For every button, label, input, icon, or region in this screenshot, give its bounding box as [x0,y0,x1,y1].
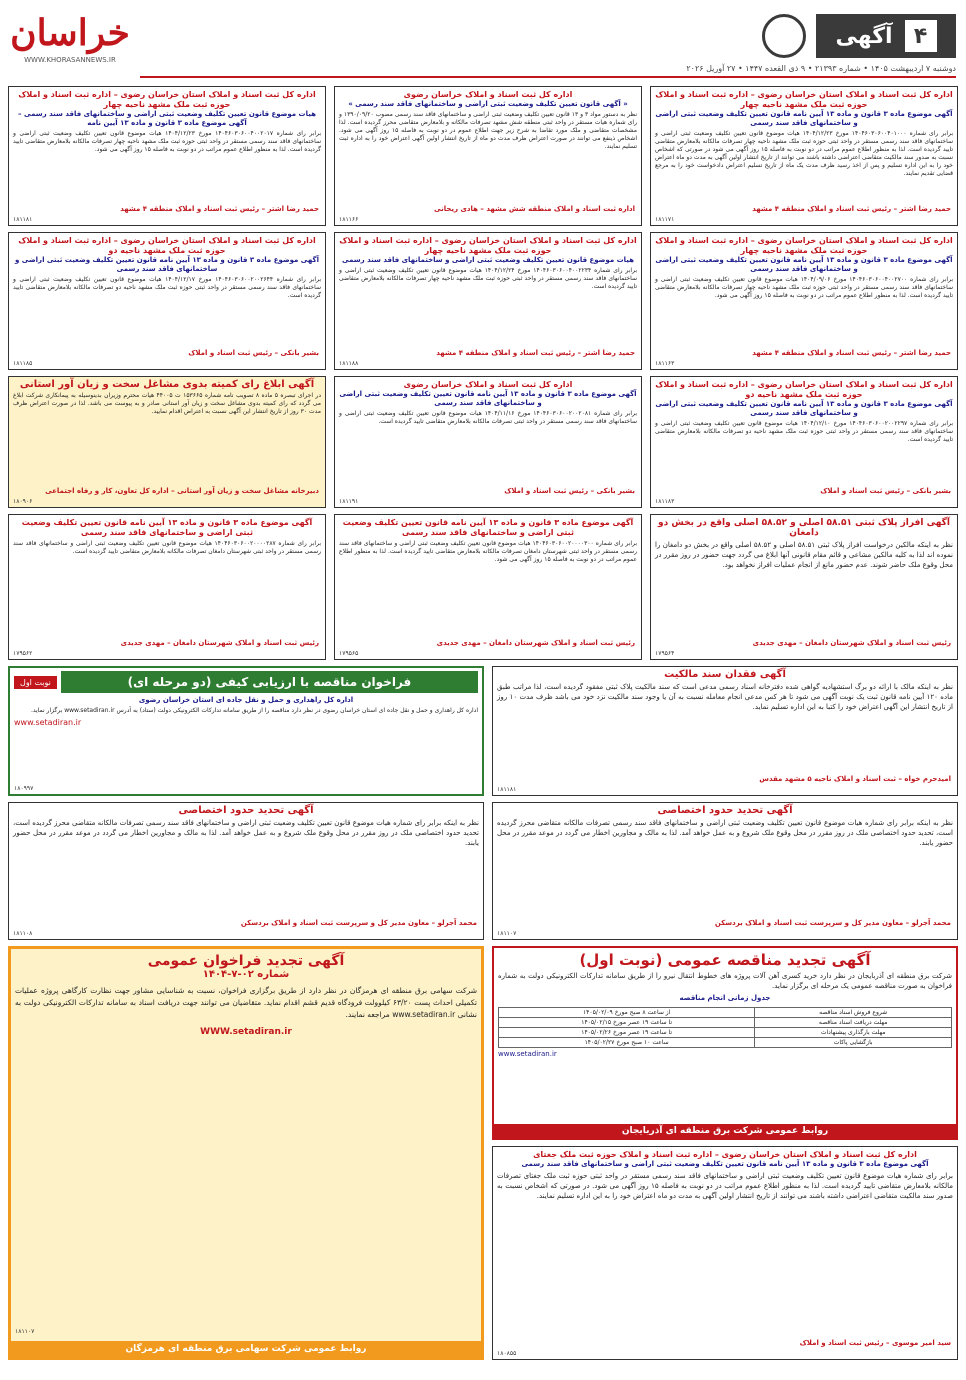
ad-number: ۱۷۹۵۶۲ [13,650,33,657]
ad-labor-notice [8,376,326,508]
ad-signature: رئیس ثبت اسناد و املاک شهرستان دامغان – مهدی جدیدی [436,639,635,647]
ad-subtitle: آگهی موضوع ماده ۳ قانون و ماده ۱۳ آیین نامه قانون تعیین تکلیف وضعیت ثبتی اراضی و ساختمانهای فاقد سند رسمی [655,110,953,127]
ad-number: ۱۸۱۱۷۱ [655,216,675,223]
ad-signature: محمد آجرلو – معاون مدیر کل و سرپرست ثبت اسناد و املاک بردسکن [240,919,477,927]
ad-number: ۱۷۹۵۶۴ [655,650,675,657]
ad-title: اداره کل ثبت اسناد و املاک استان خراسان رضوی – اداره ثبت اسناد و املاک حوزه ثبت ملک مشهد ناحیه دو [655,380,953,399]
ad-body: برابر رای شماره ۱۴۰۴۶۰۳۰۶۰۰۲۰۰۰۰۲۸۷ هیات موضوع قانون تعیین تکلیف وضعیت ثبتی اراضی و ساختمانهای فاقد سند رسمی مستقر در واحد ثبتی شهرستان دامغان تصرفات مالکانه بلامعارض متقاضی تایید گردیده است. [13,540,322,555]
emblem-icon [762,14,806,58]
ad-signature: حمید رضا اشتر – رئیس ثبت اسناد و املاک منطقه ۴ مشهد [436,349,635,357]
ad-title: اداره کل ثبت اسناد و املاک استان خراسان رضوی – اداره ثبت اسناد و املاک حوزه ثبت ملک مشهد ناحیه چهار [655,236,953,255]
ad-number: ۱۸۰۸۵۵ [497,1350,517,1357]
section-tab [816,14,956,58]
ad-number: ۱۸۱۱۶۳ [655,360,675,367]
ad-body: نظر به دستور مواد ۳ و ۱۳ قانون تعیین تکلیف وضعیت ثبتی اراضی و ساختمانهای فاقد سند رسمی مصوب ۱۳۹۰/۰۹/۲۰ و رای شماره هیات مستقر در واحد ثبتی منطقه شش مشهد تصرفات مالکانه و بلامعارض متقاضی محرز گردیده است. لذا مشخصات متقاضی و ملک مورد تقاضا به شرح زیر جهت اطلاع عموم در دو نوبت به فاصله ۱۵ روز آگهی می شود. اشخاص ذینفع می توانند در صورت اعتراض ظرف مدت دو ماه از تاریخ انتشار اولین آگهی اعتراض خود را به اداره ثبت تسلیم نمایند. [339,111,637,150]
logo-url: WWW.KHORASANNEWS.IR [24,56,116,64]
ad-body: در اجرای تبصره ۵ ماده ۸ تصویب نامه شماره ۱۵۳۶۶۵ ت ۴۴۰۰۵ هیات محترم وزیران بدینوسیله به پیمانکاری شرکت ابلاغ می گردد که رای کمیته بدوی مشاغل سخت و زیان آور استانی صادر و به پیوست می باشد. لذا در صورت اعتراض ظرف مدت ۳۰ روز از تاریخ انتشار این آگهی نسبت به اعتراض اقدام نمایید. [13,392,321,415]
ad-title: اداره کل ثبت اسناد و املاک استان خراسان رضوی – اداره ثبت اسناد و املاک حوزه ثبت ملک مشهد ناحیه چهار [18,90,316,109]
ad-title: آگهی موضوع ماده ۳ قانون و ماده ۱۳ آیین نامه قانون تعیین تکلیف وضعیت ثبتی اراضی و ساختمانهای فاقد سند رسمی [21,518,313,537]
setad-link[interactable]: www.setadiran.ir [498,1050,557,1058]
ad-registry-6 [8,232,326,370]
ad-title: اداره کل ثبت اسناد و املاک استان خراسان رضوی – اداره ثبت اسناد و املاک حوزه ثبت ملک جغتای [533,1150,917,1159]
ad-number: ۱۸۱۱۰۷ [15,1328,35,1335]
ad-number: ۱۸۰۹۰۶ [13,498,33,505]
ad-number: ۱۸۱۱۸۱ [497,786,517,793]
ad-body: برابر رای شماره ۱۴۰۴۶۰۳۰۶۰۰۴۰۰۲۲۳۴ مورخ ۱۴۰۴/۱۲/۲۴ هیات موضوع قانون تعیین تکلیف وضعیت ثبتی اراضی و ساختمانهای فاقد سند رسمی مستقر در واحد ثبتی حوزه ثبت ملک مشهد ناحیه چهار تصرفات مالکانه بلامعارض متقاضی تایید گردیده است. [339,267,637,290]
schedule-cell: تا ساعت ۱۹ عصر مورخ ۱۴۰۵/۰۲/۲۶ [499,1028,755,1038]
ad-body: برابر رای شماره ۱۴۰۴۶۰۳۰۶۰۰۴۰۰۲۷۰۰ مورخ ۱۴۰۴/۰۹/۰۶ هیات موضوع قانون تعیین تکلیف وضعیت ثبتی اراضی و ساختمانهای فاقد سند رسمی مستقر در واحد ثبتی حوزه ثبت ملک مشهد ناحیه چهار تصرفات مالکانه بلامعارض متقاضی تایید گردیده است. لذا به منظور اطلاع عموم مراتب در دو نوبت به فاصله ۱۵ روز آگهی می شود. [655,276,953,299]
schedule-table [498,1007,952,1048]
page-number: ۴ [905,20,937,52]
ad-subtitle: هیات موضوع قانون تعیین تکلیف وضعیت ثبتی اراضی و ساختمانهای فاقد سند رسمی – آگهی موضوع ماده ۳ قانون و ماده ۱۳ آیین نامه [18,110,316,127]
ad-signature: اداره ثبت اسناد و املاک منطقه شش مشهد – هادی ریحانی [434,205,635,213]
ad-title: اداره کل ثبت اسناد و املاک خراسان رضوی [403,380,573,389]
ad-body: برابر رای شماره ۱۴۰۴۶۰۳۰۶۰۰۲۰۰۲۲۹۷ مورخ ۱۴۰۴/۱۲/۱۰ هیات موضوع قانون تعیین تکلیف وضعیت ثبتی اراضی و ساختمانهای فاقد سند رسمی مستقر در واحد ثبتی حوزه ثبت ملک مشهد ناحیه دو تصرفات مالکانه بلامعارض متقاضی تایید گردیده است. [655,420,953,443]
schedule-title: جدول زمانی انجام مناقصه [679,994,771,1002]
ad-subtitle: آگهی موضوع ماده ۳ قانون و ماده ۱۳ آیین نامه قانون تعیین تکلیف وضعیت ثبتی اراضی و ساختمانهای فاقد سند رسمی [655,400,953,417]
ad-title: آگهی تحدید حدود اختصاصی [178,805,314,816]
ad-azerbaijan-tender [492,946,958,1140]
ad-body: برابر رای شماره ۱۴۰۴۶۰۳۰۶۰۰۲۰۰۰۰۳۰۰ هیات موضوع قانون تعیین تکلیف وضعیت ثبتی اراضی و ساختمانهای فاقد سند رسمی مستقر در واحد ثبتی شهرستان دامغان تصرفات مالکانه بلامعارض متقاضی تایید گردیده است. لذا به منظور اطلاع عموم مراتب در دو نوبت به فاصله ۱۵ روز آگهی می شود. [339,540,638,563]
ad-body: شرکت سهامی برق منطقه ای هرمزگان در نظر دارد از طریق برگزاری فراخوان، نسبت به شناسایی مشاور جهت نظارت کارگاهی پروژه عملیات تکمیلی احداث پست ۶۳/۲۰ کیلوولت فرودگاه قدیم قشم اقدام نماید. متقاضیان می توانند جهت دریافت اسناد به سامانه تدارکات الکترونیکی دولت به نشانی www.setadiran.ir مراجعه نمایند. [15,986,477,1019]
ad-signature: دبیرخانه مشاغل سخت و زیان آور استانی – اداره کل تعاون، کار و رفاه اجتماعی [45,487,319,495]
schedule-cell: تا ساعت ۱۹ عصر مورخ ۱۴۰۵/۰۲/۱۵ [499,1018,755,1028]
ad-signature: حمید رضا اشتر – رئیس ثبت اسناد و املاک منطقه ۴ مشهد [752,349,951,357]
ad-title: آگهی تجدید فراخوان عمومی [147,953,345,969]
round-badge: نوبت اول [14,676,57,689]
ad-signature: بشیر بانکی – رئیس ثبت اسناد و املاک [504,487,635,495]
ad-number: ۱۷۹۵۶۵ [339,650,359,657]
ad-number: ۱۸۱۱۸۸ [339,360,359,367]
ad-body: نظر به اینکه برابر رای شماره هیات موضوع قانون تعیین تکلیف وضعیت ثبتی اراضی و ساختمانهای فاقد سند رسمی تصرفات مالکانه متقاضی محرز گردیده است، تحدید حدود اختصاصی ملک در روز مقرر در محل وقوع ملک شروع و به عمل خواهد آمد. لذا به مالک و مجاورین اخطار می گردد در موعد مقرر در محل حضور یابند. [13,819,479,847]
ad-registry-7 [650,376,958,508]
schedule-cell: شروع فروش اسناد مناقصه [755,1008,952,1018]
ad-footer: روابط عمومی شرکت سهامی برق منطقه ای هرمزگان [11,1341,481,1357]
ad-signature: حمید رضا اشتر – رئیس ثبت اسناد و املاک منطقه ۴ مشهد [120,205,319,213]
ad-number: ۱۸۱۱۰۸ [13,930,33,937]
ad-registry-2 [334,86,642,226]
ad-damghan-3 [8,514,326,660]
ad-title: آگهی افراز پلاک ثبتی ۵۸.۵۱ اصلی و ۵۸.۵۲ اصلی واقع در بخش دو دامغان [658,518,950,538]
schedule-cell: مهلت بارگذاری پیشنهادات [755,1028,952,1038]
ad-body: برابر رای شماره ۱۴۰۴۶۰۳۰۶۰۰۴۰۱۰۰۰ مورخ ۱۴۰۴/۱۲/۲۳ هیات موضوع قانون تعیین تکلیف وضعیت ثبتی اراضی و ساختمانهای فاقد سند رسمی مستقر در واحد ثبتی حوزه ثبت ملک مشهد ناحیه چهار تصرفات مالکانه بلامعارض متقاضی تایید گردیده است. لذا به منظور اطلاع عموم مراتب در دو نوبت به فاصله ۱۵ روز آگهی می شود در صورتی که اشخاص نسبت به صدور سند مالکیت متقاضی اعتراضی داشته باشند می توانند از تاریخ انتشار اولین آگهی به مدت دو ماه اعتراض خود را به این اداره تسلیم و پس از اخذ رسید ظرف مدت یک ماه از تاریخ تسلیم اعتراض دادخواست خود را به مرجع قضایی تقدیم نمایند. [655,130,953,177]
ad-number: ۱۸۱۱۶۶ [339,216,359,223]
ad-signature: بشیر بانکی – رئیس ثبت اسناد و املاک [188,349,319,357]
ad-body: برابر رای شماره ۱۴۰۴۶۰۳۰۶۰۰۴۰۰۲۰۱۷ مورخ ۱۴۰۴/۱۲/۲۳ هیات موضوع قانون تعیین تکلیف وضعیت ثبتی اراضی و ساختمانهای فاقد سند رسمی مستقر در واحد ثبتی حوزه ثبت ملک مشهد ناحیه چهار تصرفات مالکانه بلامعارض متقاضی تایید گردیده است. لذا به منظور اطلاع عموم مراتب در دو نوبت به فاصله ۱۵ روز آگهی می شود. [13,130,321,153]
ad-title: آگهی تحدید حدود اختصاصی [657,805,793,816]
ad-road-tender [8,666,484,796]
ad-footer: روابط عمومی شرکت برق منطقه ای آذربایجان [494,1124,956,1138]
ad-signature: حمید رضا اشتر – رئیس ثبت اسناد و املاک منطقه ۴ مشهد [752,205,951,213]
ad-body: برابر رای شماره ۱۴۰۴۶۰۳۰۶۰۰۲۰۰۲۰۸۱ مورخ ۱۴۰۴/۱۱/۱۶ هیات موضوع قانون تعیین تکلیف وضعیت ثبتی اراضی و ساختمانهای فاقد سند رسمی مستقر در واحد ثبتی تصرفات مالکانه بلامعارض متقاضی تایید گردیده است. [339,410,637,425]
ad-boundary-2 [8,802,484,940]
ad-subtitle: آگهی موضوع ماده ۳ قانون و ماده ۱۳ آیین نامه قانون تعیین تکلیف وضعیت ثبتی اراضی و ساختمانهای فاقد سند رسمی [521,1160,929,1168]
schedule-row [499,1008,952,1018]
ad-signature: امیدحرم خواه – ثبت اسناد و املاک ناحیه ۵ مشهد مقدس [759,775,951,783]
ad-signature: بشیر بانکی – رئیس ثبت اسناد و املاک [820,487,951,495]
ad-registry-3 [8,86,326,226]
ad-joghatai-registry [492,1146,958,1360]
ad-organization: اداره کل راهداری و حمل و نقل جاده ای استان خراسان رضوی [138,696,354,704]
ad-damghan-2 [334,514,642,660]
ad-title: آگهی فقدان سند مالکیت [664,669,786,680]
ad-body: برابر رای شماره ۱۴۰۴۶۰۳۰۶۰۰۲۰۰۲۶۴۴ مورخ ۱۴۰۴/۱۲/۱۷ هیات موضوع قانون تعیین تکلیف وضعیت ثبتی اراضی و ساختمانهای فاقد سند رسمی مستقر در واحد ثبتی حوزه ثبت ملک مشهد ناحیه دو تصرفات مالکانه بلامعارض متقاضی تایید گردیده است. [13,276,321,299]
ad-signature: سید امیر موسوی – رئیس ثبت اسناد و املاک [799,1339,951,1347]
ad-subtitle: آگهی موضوع ماده ۳ قانون و ماده ۱۳ آیین نامه قانون تعیین تکلیف وضعیت ثبتی اراضی و ساختمانهای فاقد سند رسمی [15,256,319,273]
ad-title: اداره کل ثبت اسناد و املاک استان خراسان رضوی – اداره ثبت اسناد و املاک حوزه ثبت ملک مشهد ناحیه دو [18,236,316,255]
ad-body: برابر رای شماره هیات موضوع قانون تعیین تکلیف وضعیت ثبتی اراضی و ساختمانهای فاقد سند رسمی مستقر در واحد ثبتی حوزه ثبت ملک جغتای تصرفات مالکانه بلامعارض متقاضی تایید گردیده است. لذا به منظور اطلاع عموم مراتب در دو نوبت به فاصله ۱۵ روز آگهی می شود. در صورتی که اشخاص نسبت به صدور سند مالکیت متقاضی اعتراضی داشته باشند می توانند از تاریخ انتشار اولین آگهی به مدت دو ماه اعتراض خود را به این اداره تسلیم نمایند. [497,1172,953,1200]
ad-registry-4 [650,232,958,370]
ad-body: نظر به اینکه برابر رای شماره هیات موضوع قانون تعیین تکلیف وضعیت ثبتی اراضی و ساختمانهای فاقد سند رسمی تصرفات مالکانه متقاضی محرز گردیده است، تحدید حدود اختصاصی ملک در روز مقرر در محل وقوع ملک شروع و به عمل خواهد آمد. لذا به مالک و مجاورین اخطار می گردد در موعد مقرر در محل حضور یابند. [497,819,953,847]
ad-subtitle: « آگهی قانون تعیین تکلیف وضعیت ثبتی اراضی و ساختمانهای فاقد سند رسمی » [348,100,628,108]
newspaper-logo[interactable]: خراسان [10,12,130,54]
schedule-cell: از ساعت ۸ صبح مورخ ۱۴۰۵/۰۲/۰۹ [499,1008,755,1018]
ad-registry-5 [334,232,642,370]
schedule-row [499,1028,952,1038]
ad-body: نظر به اینکه مالکین درخواست افراز پلاک ثبتی ۵۸.۵۱ اصلی و ۵۸.۵۲ اصلی واقع در بخش دو دامغان را نموده اند لذا به کلیه مالکین مشاعی و قائم مقام قانونی آنها ابلاغ می گردد جهت حضور در روز مقرر در محل وقوع ملک حاضر شوند. عدم حضور مانع از انجام عملیات افراز نخواهد بود. [655,541,953,569]
ad-subtitle: هیات موضوع قانون تعیین تکلیف وضعیت ثبتی اراضی و ساختمانهای فاقد سند رسمی [342,256,634,264]
ad-number: ۱۸۱۱۸۵ [13,360,33,367]
section-title: آگهی [835,23,893,49]
ad-number: ۱۸۱۱۸۳ [655,498,675,505]
ad-title: اداره کل ثبت اسناد و املاک استان خراسان رضوی – اداره ثبت اسناد و املاک حوزه ثبت ملک مشهد ناحیه چهار [655,90,953,109]
setad-link[interactable]: www.setadiran.ir [14,718,82,727]
setad-link[interactable]: WWW.setadiran.ir [200,1027,292,1037]
schedule-row [499,1018,952,1028]
ad-damghan-partition [650,514,958,660]
ad-title: آگهی تجدید مناقصه عمومی (نوبت اول) [579,951,871,969]
schedule-cell: مهلت دریافت اسناد مناقصه [755,1018,952,1028]
ad-title: آگهی موضوع ماده ۳ قانون و ماده ۱۳ آیین نامه قانون تعیین تکلیف وضعیت ثبتی اراضی و ساختمانهای فاقد سند رسمی [342,518,634,537]
ad-lost-deed [492,666,958,796]
ad-number: ۱۸۱۱۹۱ [339,498,359,505]
ad-signature: رئیس ثبت اسناد و املاک شهرستان دامغان – مهدی جدیدی [752,639,951,647]
ad-registry-8 [334,376,642,508]
ad-hormozgan-tender [8,946,484,1360]
ad-body: نظر به اینکه مالک با ارائه دو برگ استشهادیه گواهی شده دفترخانه اسناد رسمی مدعی است که سند مالکیت پلاک ثبتی مفقود گردیده است، لذا مراتب طبق ماده ۱۲۰ آیین نامه قانون ثبت یک نوبت آگهی می شود تا هر کس مدعی انجام معامله نسبت به آن یا وجود سند مالکیت نزد خود می باشد ظرف مدت ۱۰ روز از تاریخ انتشار این آگهی اعتراض خود را کتبا به این اداره تسلیم نماید. [497,683,953,711]
ad-title: فراخوان مناقصه با ارزیابی کیفی (دو مرحله ای) [61,671,478,693]
ad-boundary-1 [492,802,958,940]
schedule-cell: ساعت ۱۰ صبح مورخ ۱۴۰۵/۰۲/۲۷ [499,1038,755,1048]
ad-title: آگهی ابلاغ رای کمیته بدوی مشاغل سخت و زیان آور استانی [19,379,315,390]
schedule-row [499,1038,952,1048]
ad-number: ۱۸۱۱۸۱ [13,216,33,223]
ad-registry-1 [650,86,958,226]
schedule-cell: بازگشایی پاکات [755,1038,952,1048]
page-header [10,8,956,73]
ad-subtitle: آگهی موضوع ماده ۳ قانون و ماده ۱۳ آیین نامه قانون تعیین تکلیف وضعیت ثبتی اراضی و ساختمانهای فاقد سند رسمی [339,390,637,407]
ad-number: ۱۸۱۱۰۷ [497,930,517,937]
ad-title: اداره کل ثبت اسناد و املاک استان خراسان رضوی – اداره ثبت اسناد و املاک حوزه ثبت ملک مشهد ناحیه چهار [339,236,637,255]
ad-title: اداره کل ثبت اسناد و املاک خراسان رضوی [403,90,573,99]
ad-subtitle: شماره ۰۲-۷-۱۴۰۴ [202,969,290,980]
ad-number: ۱۸۰۹۹۷ [14,785,34,792]
ad-signature: رئیس ثبت اسناد و املاک شهرستان دامغان – مهدی جدیدی [120,639,319,647]
dateline: دوشنبه ۷ اردیبهشت ۱۴۰۵ • شماره ۲۱۳۹۳ • ۹ ذی القعده ۱۴۴۷ • ۲۷ آوریل ۲۰۲۶ [140,64,956,78]
ad-body: اداره کل راهداری و حمل و نقل جاده ای استان خراسان رضوی در نظر دارد مناقصه را از طریق سامانه تدارکات الکترونیکی دولت (ستاد) به آدرس www.setadiran.ir برگزار نماید. [30,707,478,714]
ad-body: شرکت برق منطقه ای آذربایجان در نظر دارد خرید کسری آهن آلات پروژه های خطوط انتقال نیرو را از طریق سامانه تدارکات الکترونیکی دولت به شماره فراخوان به صورت مناقصه عمومی یک مرحله ای برگزار نماید. [498,972,952,990]
ad-subtitle: آگهی موضوع ماده ۳ قانون و ماده ۱۳ آیین نامه قانون تعیین تکلیف وضعیت ثبتی اراضی و ساختمانهای فاقد سند رسمی [655,256,953,273]
ad-signature: محمد آجرلو – معاون مدیر کل و سرپرست ثبت اسناد و املاک بردسکن [714,919,951,927]
